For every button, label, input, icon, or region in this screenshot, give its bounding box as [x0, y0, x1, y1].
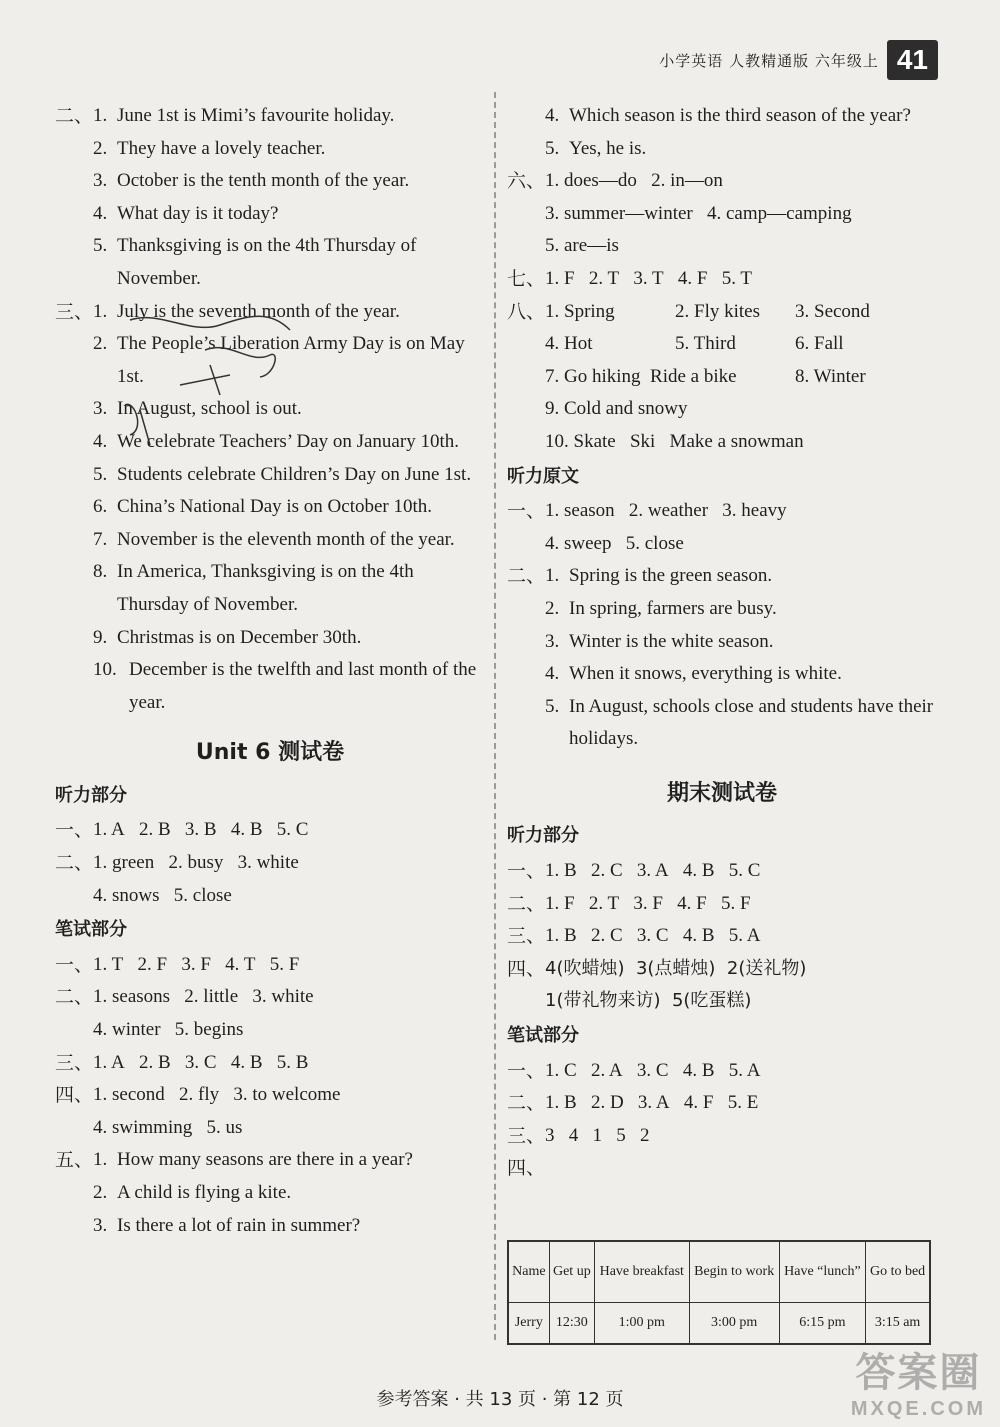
answer-row: 二、 1. F 2. T 3. F 4. F 5. F: [507, 892, 751, 915]
table-header-row: [508, 1241, 930, 1303]
answer-row: 6. China’s National Day is on October 10th.: [93, 496, 433, 518]
handwritten-scribble: [120, 305, 320, 455]
right-column: [507, 100, 937, 1185]
answer-row: 5. Yes, he is.: [545, 137, 647, 159]
written-heading: 笔试部分: [55, 919, 127, 941]
table-cell: 6:15 pm: [779, 1303, 865, 1345]
answer-row: 3. summer—winter 4. camp—camping: [545, 202, 852, 224]
answer-row: 三、 1. July is the seventh month of the year.: [55, 296, 485, 329]
table-header: Have “lunch”: [779, 1241, 865, 1303]
answer-row: 7. Go hiking Ride a bike 8. Winter: [545, 365, 866, 387]
answer-row: 五、 1. How many seasons are there in a year?: [55, 1149, 413, 1172]
answer-row: 一、 1. season 2. weather 3. heavy: [507, 500, 787, 523]
answer-row: 2. The People’s Liberation Army Day is on May 1st.: [93, 333, 465, 387]
answer-row: 4. snows 5. close: [93, 884, 232, 906]
answer-row: 10. December is the twelfth and last month of the year.: [93, 659, 477, 713]
answer-row: 七、 1. F 2. T 3. T 4. F 5. T: [507, 267, 752, 290]
answer-row: 2. They have a lovely teacher.: [93, 137, 326, 159]
section-2-answers: [55, 100, 485, 296]
answer-row: 一、 1. B 2. C 3. A 4. B 5. C: [507, 860, 761, 883]
answer-row: 3. October is the tenth month of the year.: [93, 170, 410, 192]
table-cell: 3:15 am: [866, 1303, 930, 1345]
table-header: Go to bed: [866, 1241, 930, 1303]
answer-row: 4. Which season is the third season of the year?: [545, 105, 911, 126]
watermark-text: 答案圈: [855, 1351, 982, 1395]
answer-row: 4. sweep 5. close: [545, 532, 684, 554]
answer-row: 5. Thanksgiving is on the 4th Thursday of November.: [93, 235, 417, 289]
listening-script-heading: 听力原文: [507, 465, 579, 487]
answer-row: 二、 1. Spring is the green season.: [507, 565, 773, 588]
page-header: [659, 40, 938, 80]
answer-row: 三、 1. B 2. C 3. C 4. B 5. A: [507, 925, 761, 948]
listening-heading: 听力部分: [507, 825, 579, 847]
schedule-table: [507, 1240, 931, 1345]
table-cell: 3:00 pm: [689, 1303, 779, 1345]
answer-row: 5. Students celebrate Children’s Day on June 1st.: [93, 463, 472, 485]
left-column: [55, 100, 485, 1242]
answer-row: 8. In America, Thanksgiving is on the 4th Thursday of November.: [93, 561, 414, 615]
answer-row: 一、 1. T 2. F 3. F 4. T 5. F: [55, 953, 300, 976]
answer-row: 二、 1. B 2. D 3. A 4. F 5. E: [507, 1092, 759, 1115]
header-meta: 小学英语 人教精通版 六年级上: [659, 51, 879, 70]
answer-row: 四、: [507, 1157, 546, 1180]
answer-row: 三、 1. A 2. B 3. C 4. B 5. B: [55, 1051, 309, 1074]
section-mark: 三、: [55, 300, 94, 323]
column-divider: [494, 92, 496, 1340]
answer-row: 3. Is there a lot of rain in summer?: [93, 1214, 361, 1236]
answer-row: 六、 1. does—do 2. in—on: [507, 170, 723, 193]
unit6-title: Unit 6 测试卷: [195, 740, 345, 766]
answer-row: 4. winter 5. begins: [93, 1019, 244, 1041]
answer-row: 9. Christmas is on December 30th.: [93, 626, 362, 648]
answer-row: 二、 1. seasons 2. little 3. white: [55, 986, 314, 1009]
table-header: Begin to work: [689, 1241, 779, 1303]
watermark-url: MXQE.COM: [850, 1398, 986, 1420]
watermark-logo: [851, 1341, 986, 1421]
table-cell: 12:30: [549, 1303, 594, 1345]
answer-row: 10. Skate Ski Make a snowman: [545, 430, 804, 452]
answer-row: 7. November is the eleventh month of the year.: [93, 528, 455, 550]
table-cell: Jerry: [508, 1303, 549, 1345]
answer-row: 4. When it snows, everything is white.: [545, 663, 842, 685]
answer-row: 2. In spring, farmers are busy.: [545, 597, 777, 619]
answer-row: 4. What day is it today?: [93, 202, 279, 224]
answer-row: 一、 1. A 2. B 3. B 4. B 5. C: [55, 819, 309, 842]
listening-heading: 听力部分: [55, 784, 127, 806]
table-row: [508, 1303, 930, 1345]
answer-row: 3. Winter is the white season.: [545, 630, 774, 652]
answer-row: 二、 1. June 1st is Mimi’s favourite holiday.: [55, 100, 485, 133]
answer-row: 2. A child is flying a kite.: [93, 1182, 292, 1203]
page-footer: 参考答案 · 共 13 页 · 第 12 页: [376, 1389, 624, 1410]
answer-row: 八、 1. Spring 2. Fly kites 3. Second: [507, 300, 870, 323]
table-header: Have breakfast: [594, 1241, 689, 1303]
answer-row: 3. In August, school is out.: [93, 398, 302, 420]
answer-row: 二、 1. green 2. busy 3. white: [55, 852, 299, 875]
table-header: Name: [508, 1241, 549, 1303]
answer-row: 4. Hot 5. Third 6. Fall: [545, 333, 844, 355]
answer-row: 1(带礼物来访) 5(吃蛋糕): [545, 990, 752, 1012]
table-cell: 1:00 pm: [594, 1303, 689, 1345]
answer-row: 四、 1. second 2. fly 3. to welcome: [55, 1084, 341, 1107]
answer-row: 四、 4(吹蜡烛) 3(点蜡烛) 2(送礼物): [507, 957, 807, 980]
page-number-badge: 41: [887, 40, 938, 80]
answer-row: 5. are—is: [545, 235, 619, 257]
final-test-title: 期末测试卷: [666, 780, 777, 806]
answer-row: 4. swimming 5. us: [93, 1116, 243, 1138]
table-header: Get up: [549, 1241, 594, 1303]
answer-row: 三、 3 4 1 5 2: [507, 1124, 650, 1147]
answer-row: 4. We celebrate Teachers’ Day on January 10th.: [93, 430, 459, 452]
section-mark: 二、: [55, 105, 94, 127]
written-heading: 笔试部分: [507, 1025, 579, 1047]
answer-row: 一、 1. C 2. A 3. C 4. B 5. A: [507, 1059, 761, 1082]
answer-row: 5. In August, schools close and students have their holidays.: [545, 695, 934, 750]
answer-row: 9. Cold and snowy: [545, 398, 688, 420]
